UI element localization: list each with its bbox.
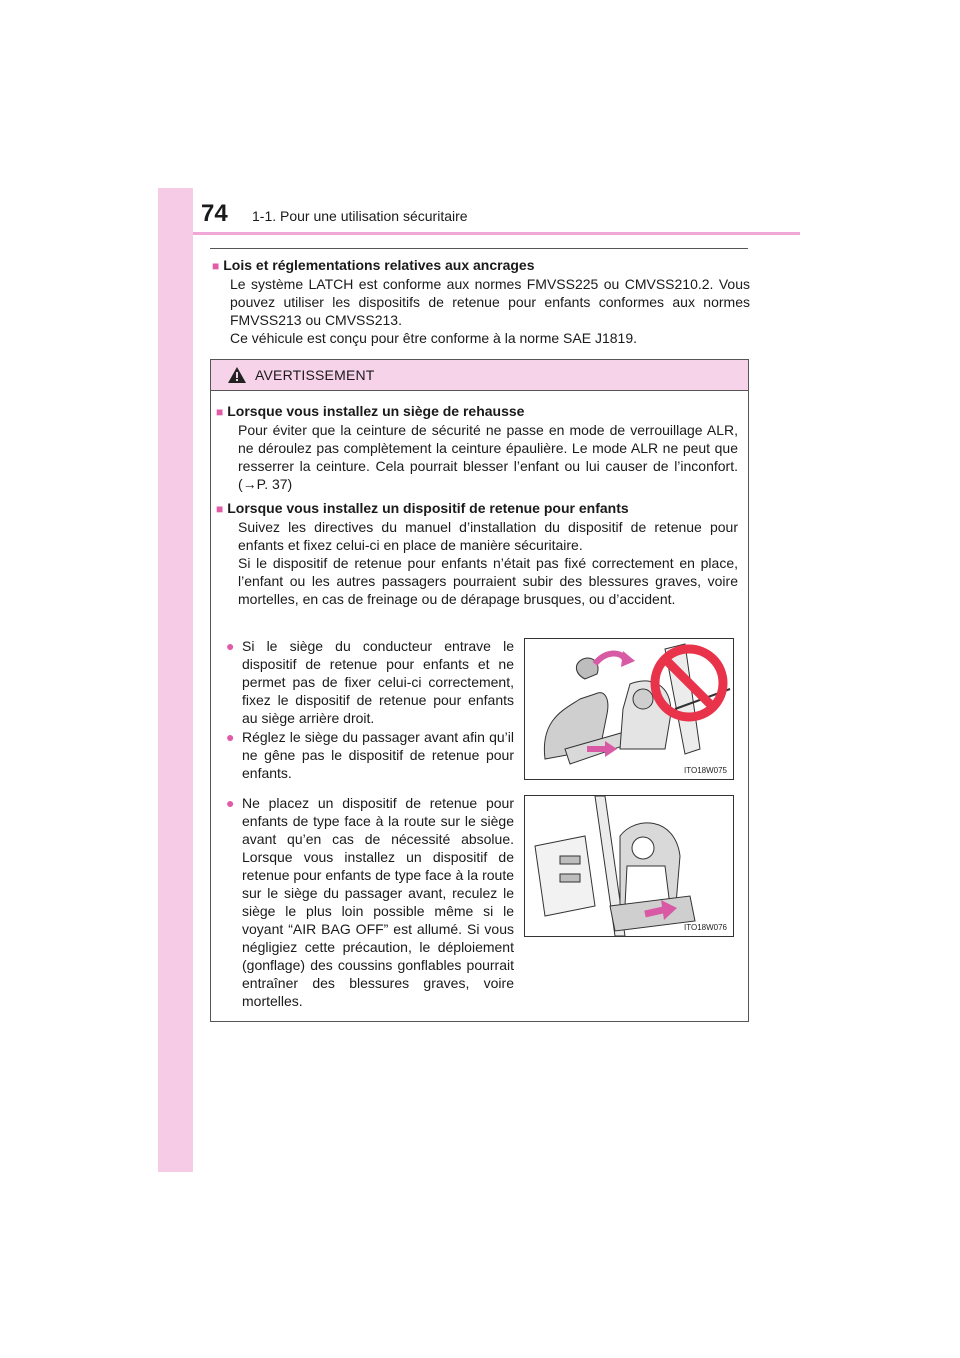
- square-bullet-icon: ■: [216, 405, 224, 419]
- section-latch: [212, 256, 750, 347]
- section-body: Le système LATCH est conforme aux normes FMVSS225 ou CMVSS210.2. Vous pouvez utiliser les dispositifs de retenue pour enfants conformes aux normes FMVSS213 ou CMVSS213.: [230, 276, 750, 328]
- section-body-2: Ce véhicule est conçu pour être conforme à la norme SAE J1819.: [230, 330, 637, 346]
- section-title: ■ Lois et réglementations relatives aux ancrages: [212, 257, 535, 273]
- side-tab-bar: [158, 188, 193, 1172]
- bullet-passenger-seat: ● Réglez le siège du passager avant afin qu’il ne gêne pas le dispositif de retenue pour enfants.: [226, 729, 514, 781]
- bullet-driver-seat: ● Si le siège du conducteur entrave le dispositif de retenue pour enfants et ne permet pas de fixer celui-ci correctement, fixez le dispositif de retenue pour enfants au siège arrière droit.: [226, 638, 514, 726]
- square-bullet-icon: ■: [212, 259, 220, 273]
- figure-code: ITO18W076: [684, 923, 727, 932]
- circle-bullet-icon: ●: [226, 638, 235, 654]
- warning-section-body: Pour éviter que la ceinture de sécurité ne passe en mode de verrouillage ALR, ne déroulez pas complètement la ceinture épaulière. Le mode ALR ne peut que resserrer la ceinture. Cela pourrait blesser l’enfant ou lui causer de l’inconfort. (→P. 37): [238, 422, 738, 492]
- warning-section-body: Suivez les directives du manuel d’installation du dispositif de retenue pour enfants et fixez celui-ci en place de manière sécuritaire.: [238, 519, 738, 553]
- warning-section-body-2: Si le dispositif de retenue pour enfants n’était pas fixé correctement en place, l’enfant ou les autres passagers pourraient subir des blessures graves, voire mortelles, en cas de freinage ou de dérapage brusques, ou d’accident.: [238, 555, 738, 607]
- warning-triangle-icon: [227, 366, 247, 384]
- warning-section-booster: [216, 402, 738, 493]
- figure-forward-facing-seat: [524, 795, 734, 937]
- car-seat-illustration-icon: [525, 796, 733, 936]
- prohibited-icon: [649, 643, 729, 723]
- warning-section-restraint: [216, 499, 738, 608]
- warning-label: AVERTISSEMENT: [255, 367, 375, 383]
- page-number: 74: [201, 200, 228, 227]
- figure-code: ITO18W075: [684, 766, 727, 775]
- warning-header: [211, 360, 748, 391]
- bullet-forward-facing: ● Ne placez un dispositif de retenue pour enfants de type face à la route sur le siège avant qu’en cas de nécessité absolue. Lorsque vous installez un dispositif de retenue pour enfants de type face à la route sur le siège du passager avant, reculez le siège le plus loin possible même si le voyant “AIR BAG OFF” est allumé. Si vous négligiez cette précaution, le déploiement (gonflage) des coussins gonflables pourrait entraîner des blessures graves, voire mortelles.: [226, 795, 514, 1009]
- header-rule: [193, 232, 800, 235]
- circle-bullet-icon: ●: [226, 795, 235, 811]
- warning-section-title: ■ Lorsque vous installez un dispositif de retenue pour enfants: [216, 500, 629, 516]
- circle-bullet-icon: ●: [226, 729, 235, 745]
- chapter-title: 1-1. Pour une utilisation sécuritaire: [252, 208, 468, 224]
- section-divider: [210, 248, 748, 249]
- warning-section-title: ■ Lorsque vous installez un siège de rehausse: [216, 403, 525, 419]
- figure-driver-seat-interference: [524, 638, 734, 780]
- square-bullet-icon: ■: [216, 502, 224, 516]
